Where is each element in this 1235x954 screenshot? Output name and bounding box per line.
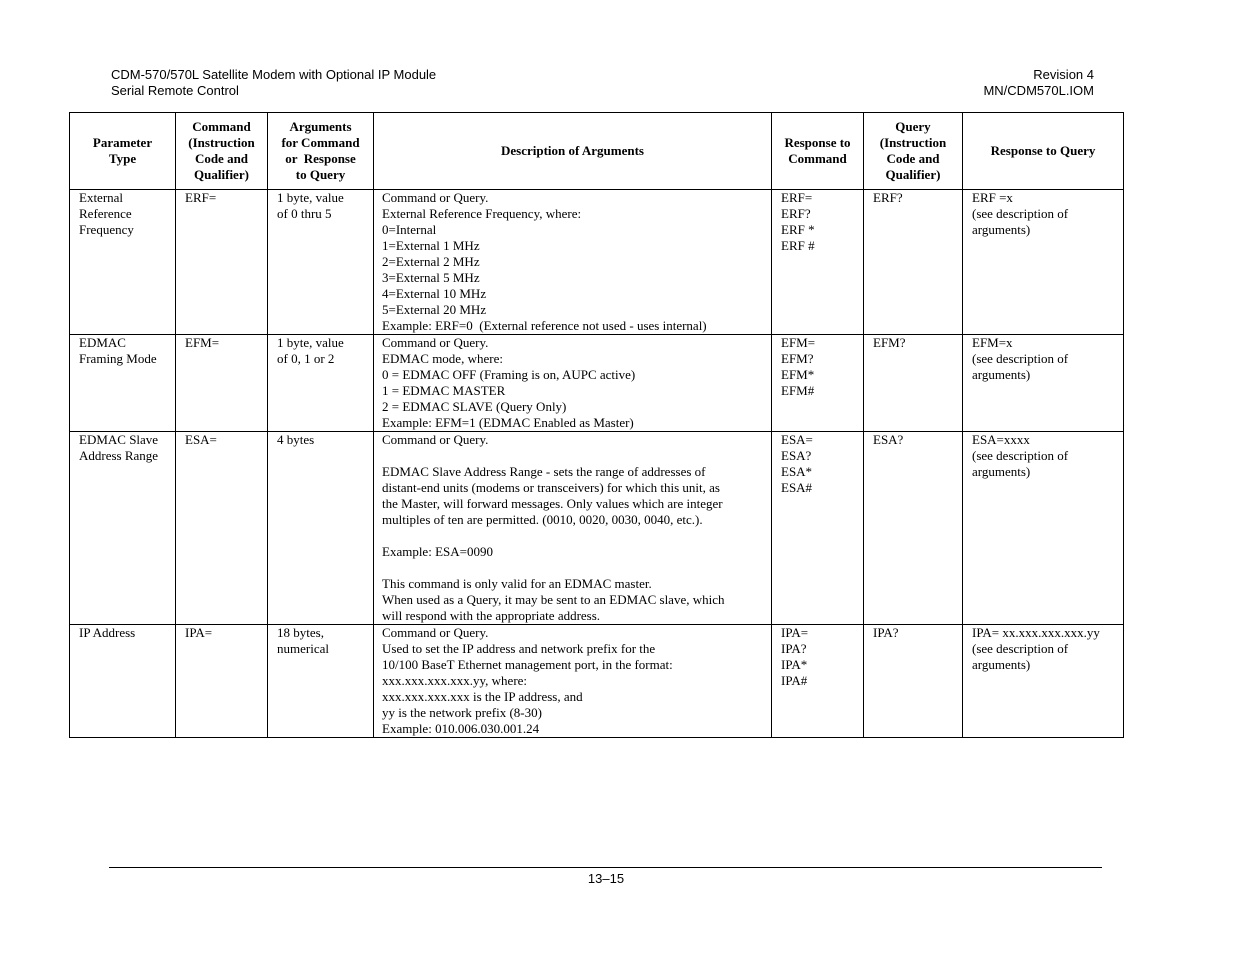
cell-text-line: will respond with the appropriate address. <box>382 608 601 623</box>
header-row <box>70 113 1124 190</box>
remote-command-table <box>69 112 1124 738</box>
parameter-type-cell <box>70 190 176 335</box>
cell-text-line: EFM= <box>781 335 816 350</box>
cell-text-line: Command or Query. <box>382 625 489 640</box>
cell-text-line: 0=Internal <box>382 222 437 237</box>
cell-text-line: multiples of ten are permitted. (0010, 0020, 0030, 0040, etc.). <box>382 512 703 527</box>
description-cell <box>374 190 772 335</box>
command-code-cell <box>176 190 268 335</box>
cell-text-line: IP Address <box>79 625 136 640</box>
cell-text-line: EDMAC <box>79 335 126 350</box>
query-response-cell <box>963 625 1124 738</box>
page-number: 13–15 <box>587 871 625 886</box>
header-text: Code and <box>886 151 940 166</box>
table-row <box>70 625 1124 738</box>
cell-text-line: of 0, 1 or 2 <box>277 351 335 366</box>
cell-text-line: External Reference Frequency, where: <box>382 206 582 221</box>
cell-text-line: ERF =x <box>972 190 1013 205</box>
footer-rule <box>109 867 1102 868</box>
cell-text-line: xxx.xxx.xxx.xxx.yy, where: <box>382 673 528 688</box>
cell-text-line: EDMAC mode, where: <box>382 351 503 366</box>
cell-text-line: 1 byte, value <box>277 190 344 205</box>
cell-text-line: ERF= <box>185 190 217 205</box>
header-text: (Instruction <box>879 135 947 150</box>
header-text: Type <box>108 151 137 166</box>
description-cell <box>374 625 772 738</box>
section-title: Serial Remote Control <box>111 83 239 98</box>
cell-text-line: ESA? <box>873 432 904 447</box>
cell-text-line: 1 = EDMAC MASTER <box>382 383 506 398</box>
header-parameter-type <box>70 113 176 190</box>
cell-text-line: Example: ERF=0 (External reference not used - uses internal) <box>382 318 707 333</box>
cell-text-line: ERF= <box>781 190 813 205</box>
arguments-cell <box>268 625 374 738</box>
cell-text-line: (see description of <box>972 448 1069 463</box>
cell-text-line: (see description of <box>972 206 1069 221</box>
arguments-cell <box>268 190 374 335</box>
header-text: Parameter <box>92 135 153 150</box>
cell-text-line <box>382 448 768 464</box>
cell-text-line: 1=External 1 MHz <box>382 238 480 253</box>
cell-text-line: 0 = EDMAC OFF (Framing is on, AUPC active) <box>382 367 636 382</box>
cell-text-line: ERF * <box>781 222 815 237</box>
arguments-cell <box>268 335 374 432</box>
cell-text-line: EFM? <box>781 351 814 366</box>
parameter-type-cell <box>70 335 176 432</box>
cell-text-line: ERF? <box>781 206 811 221</box>
cell-text-line: 10/100 BaseT Ethernet management port, in the format: <box>382 657 673 672</box>
parameter-type-cell <box>70 625 176 738</box>
table-body <box>70 190 1124 738</box>
cell-text-line: ESA=xxxx <box>972 432 1030 447</box>
cell-text-line: Frequency <box>79 222 134 237</box>
cell-text-line: Example: 010.006.030.001.24 <box>382 721 540 736</box>
cell-text-line: EDMAC Slave Address Range - sets the range of addresses of <box>382 464 706 479</box>
cell-text-line: Reference <box>79 206 132 221</box>
query-code-cell <box>864 335 963 432</box>
command-code-cell <box>176 335 268 432</box>
header-text: (Instruction <box>188 135 255 150</box>
response-cell <box>772 625 864 738</box>
header-text: Code and <box>194 151 249 166</box>
cell-text-line: EFM? <box>873 335 906 350</box>
header-text: Command <box>192 119 251 134</box>
header-arguments <box>268 113 374 190</box>
document-number: MN/CDM570L.IOM <box>983 83 1094 98</box>
cell-text-line: EFM=x <box>972 335 1013 350</box>
cell-text-line: 3=External 5 MHz <box>382 270 480 285</box>
cell-text-line: Used to set the IP address and network prefix for the <box>382 641 656 656</box>
header-text: Description of Arguments <box>501 143 644 158</box>
header-text: to Query <box>295 167 346 182</box>
cell-text-line: Command or Query. <box>382 335 489 350</box>
cell-text-line: numerical <box>277 641 329 656</box>
description-cell <box>374 335 772 432</box>
document-title: CDM-570/570L Satellite Modem with Optional IP Module <box>111 67 437 82</box>
cell-text-line: 5=External 20 MHz <box>382 302 487 317</box>
cell-text-line: IPA= <box>781 625 809 640</box>
cell-text-line: 2=External 2 MHz <box>382 254 480 269</box>
header-description <box>374 113 772 190</box>
response-cell <box>772 190 864 335</box>
cell-text-line: arguments) <box>972 222 1031 237</box>
query-code-cell <box>864 432 963 625</box>
description-cell <box>374 432 772 625</box>
cell-text-line: When used as a Query, it may be sent to an EDMAC slave, which <box>382 592 725 607</box>
cell-text-line: IPA= xx.xxx.xxx.xxx.yy <box>972 625 1100 640</box>
table-row <box>70 335 1124 432</box>
header-query-code <box>864 113 963 190</box>
cell-text-line: Example: ESA=0090 <box>382 544 493 559</box>
header-response-to-command <box>772 113 864 190</box>
cell-text-line: 4=External 10 MHz <box>382 286 487 301</box>
cell-text-line: ESA# <box>781 480 813 495</box>
cell-text-line: 2 = EDMAC SLAVE (Query Only) <box>382 399 567 414</box>
header-text: Query <box>895 119 931 134</box>
cell-text-line: ESA? <box>781 448 812 463</box>
header-text: Response to Query <box>990 143 1096 158</box>
command-code-cell <box>176 625 268 738</box>
cell-text-line: 4 bytes <box>277 432 315 447</box>
parameter-type-cell <box>70 432 176 625</box>
header-text: Qualifier) <box>885 167 941 182</box>
header-text: Qualifier) <box>194 167 249 182</box>
response-cell <box>772 432 864 625</box>
header-command-code <box>176 113 268 190</box>
cell-text-line: This command is only valid for an EDMAC master. <box>382 576 652 591</box>
cell-text-line: EFM= <box>185 335 220 350</box>
cell-text-line: arguments) <box>972 464 1031 479</box>
header-text: Response to <box>784 135 851 150</box>
cell-text-line: ESA= <box>185 432 217 447</box>
cell-text-line: arguments) <box>972 367 1031 382</box>
cell-text-line: of 0 thru 5 <box>277 206 332 221</box>
cell-text-line: arguments) <box>972 657 1031 672</box>
cell-text-line: Command or Query. <box>382 190 489 205</box>
cell-text-line: EDMAC Slave <box>79 432 159 447</box>
cell-text-line: Command or Query. <box>382 432 489 447</box>
table-row <box>70 432 1124 625</box>
running-header-right <box>983 67 1094 99</box>
cell-text-line: 1 byte, value <box>277 335 344 350</box>
cell-text-line: ERF? <box>873 190 903 205</box>
cell-text-line: IPA? <box>873 625 899 640</box>
cell-text-line <box>382 560 768 576</box>
command-code-cell <box>176 432 268 625</box>
cell-text-line: EFM* <box>781 367 815 382</box>
cell-text-line: Example: EFM=1 (EDMAC Enabled as Master) <box>382 415 634 430</box>
cell-text-line: distant-end units (modems or transceivers) for which this unit, as <box>382 480 720 495</box>
table-row <box>70 190 1124 335</box>
cell-text-line: Address Range <box>79 448 159 463</box>
table-header <box>70 113 1124 190</box>
query-response-cell <box>963 190 1124 335</box>
cell-text-line: ESA= <box>781 432 813 447</box>
cell-text-line: xxx.xxx.xxx.xxx is the IP address, and <box>382 689 583 704</box>
response-cell <box>772 335 864 432</box>
cell-text-line: (see description of <box>972 641 1069 656</box>
query-response-cell <box>963 335 1124 432</box>
query-code-cell <box>864 625 963 738</box>
header-response-to-query <box>963 113 1124 190</box>
cell-text-line: IPA# <box>781 673 808 688</box>
cell-text-line: ESA* <box>781 464 813 479</box>
header-text: Command <box>788 151 847 166</box>
header-text: for Command <box>281 135 360 150</box>
cell-text-line: ERF # <box>781 238 815 253</box>
cell-text-line: IPA= <box>185 625 213 640</box>
running-header-left <box>111 67 436 99</box>
cell-text-line: yy is the network prefix (8-30) <box>382 705 542 720</box>
cell-text-line: EFM# <box>781 383 815 398</box>
header-text: or Response <box>285 151 356 166</box>
cell-text-line: IPA? <box>781 641 807 656</box>
query-response-cell <box>963 432 1124 625</box>
cell-text-line: External <box>79 190 124 205</box>
cell-text-line: (see description of <box>972 351 1069 366</box>
arguments-cell <box>268 432 374 625</box>
header-text: Arguments <box>289 119 352 134</box>
cell-text-line: the Master, will forward messages. Only values which are integer <box>382 496 723 511</box>
query-code-cell <box>864 190 963 335</box>
cell-text-line <box>382 528 768 544</box>
revision-label: Revision 4 <box>1033 67 1094 82</box>
cell-text-line: Framing Mode <box>79 351 157 366</box>
cell-text-line: 18 bytes, <box>277 625 324 640</box>
cell-text-line: IPA* <box>781 657 808 672</box>
